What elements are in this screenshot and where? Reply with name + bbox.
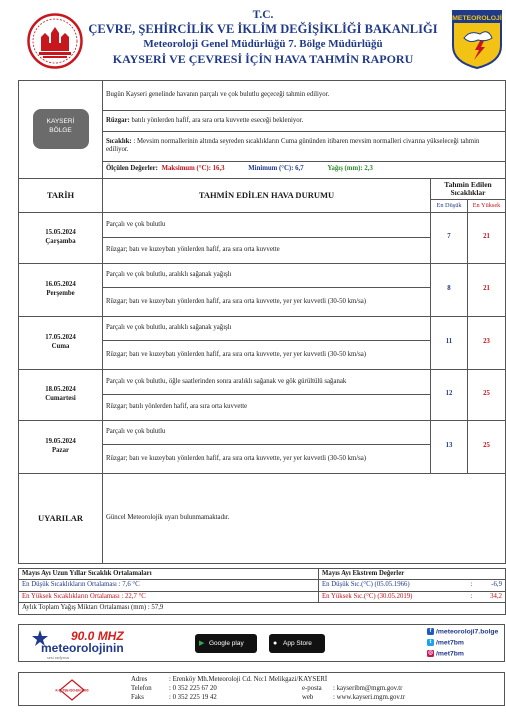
report-title: KAYSERİ VE ÇEVRESİ İÇİN HAVA TAHMİN RAPORU [112,52,414,66]
email-value[interactable]: : kayseribm@mgm.gov.tr [333,685,403,692]
day-date-cell [19,316,103,369]
meteoroloji-logo-text: METEOROLOJİ [452,15,502,22]
day-min-temp: 11 [431,316,468,369]
day-date-cell [19,263,103,316]
ministry-title: ÇEVRE, ŞEHİRCİLİK VE İKLİM DEĞİŞİKLİĞİ BAKANLIĞI [88,22,438,36]
twitter-handle: /met7bm [436,639,464,647]
day-min-temp: 8 [431,263,468,316]
measured-min: Minimum (°C): 6,7 [248,165,304,173]
day-max-temp: 21 [468,212,506,263]
day-name: Cumartesi [45,394,76,402]
measured-rain: Yağış (mm): 2,3 [327,165,373,173]
day-date: 17.05.2024 [45,334,76,342]
header-forecast: TAHMİN EDİLEN HAVA DURUMU [103,178,431,212]
warnings-label: UYARILAR [19,473,103,563]
day-name: Cuma [51,342,70,350]
facebook-link[interactable] [427,628,498,635]
day-date-cell [19,369,103,420]
header-line-tc: T.C. [252,9,274,21]
twitter-icon: t [427,639,434,646]
day-min-temp: 12 [431,369,468,420]
day-weather: Parçalı ve çok bulutlu [103,212,431,237]
stats-left-title: Mayıs Ayı Uzun Yıllar Sıcaklık Ortalamaları [19,569,319,580]
day-wind: Rüzgar; batılı yönlerden hafif, ara sıra orta kuvvette [103,395,431,420]
day-weather: Parçalı ve çok bulutlu, öğle saatlerinden sonra aralıklı sağanak ve gök gürültülü sağanak [103,369,431,394]
region-badge [33,109,89,149]
region-badge-line2: BÖLGE [49,127,72,135]
report-header [0,0,505,78]
day-wind: Rüzgar; batı ve kuzeybatı yönlerden hafif, ara sıra orta kuvvette [103,238,431,263]
directorate-title: Meteoroloji Genel Müdürlüğü 7. Bölge Müdürlüğü [143,38,383,50]
apple-icon: ● [273,640,278,647]
day-weather: Parçalı ve çok bulutlu [103,420,431,444]
meteoroloji-logo-icon [450,8,504,70]
instagram-icon: ◎ [428,650,433,656]
phone-value: : 0 352 225 67 20 [169,685,217,692]
app-store-button[interactable] [269,634,325,653]
header-max: En Yüksek [468,199,506,212]
day-max-temp: 21 [468,263,506,316]
apps-social-bar [18,624,505,662]
day-wind: Rüzgar; batı ve kuzeybatı yönlerden hafif, ara sıra orta kuvvette, yer yer kuvvetli (30-50 km/sa) [103,287,431,316]
stats-low-average: En Düşük Sıcaklıkların Ortalaması : 7,6 °C [19,580,319,591]
monthly-stats-table [18,568,506,615]
radio-brand: meteorolojinin [41,641,124,655]
day-wind: Rüzgar; batı ve kuzeybatı yönlerden hafif, ara sıra orta kuvvette, yer yer kuvvetli (30-50 km/sa) [103,341,431,370]
stats-extreme-low-label: En Düşük Sıc.(°C) (05.05.1966) [319,580,467,591]
day-name: Pazar [52,446,69,454]
day-wind: Rüzgar; batı ve kuzeybatı yönlerden hafif, ara sıra orta kuvvette, yer yer kuvvetli (30-50 km/sa) [103,445,431,474]
twitter-link[interactable] [427,639,464,646]
email-label: e-posta [302,685,322,692]
stats-extreme-low-value: -6,9 [477,580,506,591]
phone-label: Telefon [131,685,152,692]
header-temps: Tahmin Edilen Sıcaklıklar [431,178,506,199]
summary-general: Bugün Kayseri genelinde havanın parçalı ve çok bulutlu geçeceği tahmin ediliyor. [103,81,506,111]
stats-extreme-high-label: En Yüksek Sıc.(°C) (30.05.2019) [319,591,467,602]
day-date-cell [19,212,103,263]
facebook-icon: f [427,628,434,635]
google-play-button[interactable] [195,634,257,653]
summary-measured [103,161,506,178]
region-badge-cell [19,81,103,179]
web-value[interactable]: : www.kayseri.mgm.gov.tr [333,694,406,701]
summary-wind-label: Rüzgar: [106,116,130,124]
stats-high-average: En Yüksek Sıcaklıkların Ortalaması : 22,7 °C [19,591,319,602]
contact-footer [18,672,505,706]
ministry-emblem-icon [27,13,83,69]
day-date-cell [19,420,103,473]
day-name: Çarşamba [45,237,76,245]
day-date: 15.05.2024 [45,229,76,237]
summary-temp-text: : Mevsim normallerinin altında seyreden sıcaklıkların Cuma gününden itibaren mevsim normalleri civarına yükseleceği tahmin ediliyor. [106,137,480,154]
day-weather: Parçalı ve çok bulutlu, aralıklı sağanak yağışlı [103,263,431,287]
header-date: TARİH [19,178,103,212]
day-min-temp: 7 [431,212,468,263]
web-label: web [302,694,314,701]
instagram-link[interactable] [427,650,464,657]
day-date: 19.05.2024 [45,438,76,446]
radio-subtitle: sesi radyosu [47,655,70,660]
google-play-label: Google play [209,640,244,647]
instagram-handle: /met7bm [436,650,464,658]
quality-certificate-icon [55,679,89,701]
stats-extreme-high-value: 34,2 [477,591,506,602]
stats-rain-average: Aylık Toplam Yağış Miktarı Ortalaması (mm) : 57,9 [19,603,506,614]
quality-certificate-text: K-Q TSE-ISO-EN 9000 [55,688,89,693]
facebook-handle: /meteoroloji7.bolge [436,628,499,636]
day-min-temp: 13 [431,420,468,473]
warnings-text: Güncel Meteorolojik uyarı bulunmamaktadır. [103,473,506,563]
address-label: Adres [131,676,148,683]
stats-right-title: Mayıs Ayı Ekstrem Değerler [319,569,506,580]
measured-label: Ölçülen Değerler: [106,165,158,173]
day-date: 18.05.2024 [45,386,76,394]
fax-label: Faks [131,694,144,701]
measured-max: Maksimum (°C): 16,3 [161,165,225,173]
region-badge-line1: KAYSERİ [46,118,75,126]
day-max-temp: 25 [468,369,506,420]
stats-extreme-high-colon: : [467,591,477,602]
google-play-icon: ▶ [199,640,205,647]
day-max-temp: 23 [468,316,506,369]
day-date: 16.05.2024 [45,281,76,289]
address-value: : Erenköy Mh.Meteoroloji Cd. No:1 Melikgazi/KAYSERİ [169,676,328,683]
day-max-temp: 25 [468,420,506,473]
summary-wind [103,110,506,131]
day-name: Perşembe [46,289,75,297]
summary-temperature [103,131,506,161]
fax-value: : 0 352 225 19 42 [169,694,217,701]
day-weather: Parçalı ve çok bulutlu, aralıklı sağanak yağışlı [103,316,431,340]
stats-extreme-low-colon: : [467,580,477,591]
summary-temp-label: Sıcaklık: [106,137,132,145]
app-store-label: App Store [283,640,312,647]
radio-frequency: 90.0 MHZ [71,629,124,643]
forecast-table [18,80,506,564]
summary-wind-text: batılı yönlerden hafif, ara sıra orta kuvvette eseceği bekleniyor. [131,116,304,124]
header-min: En Düşük [431,199,468,212]
